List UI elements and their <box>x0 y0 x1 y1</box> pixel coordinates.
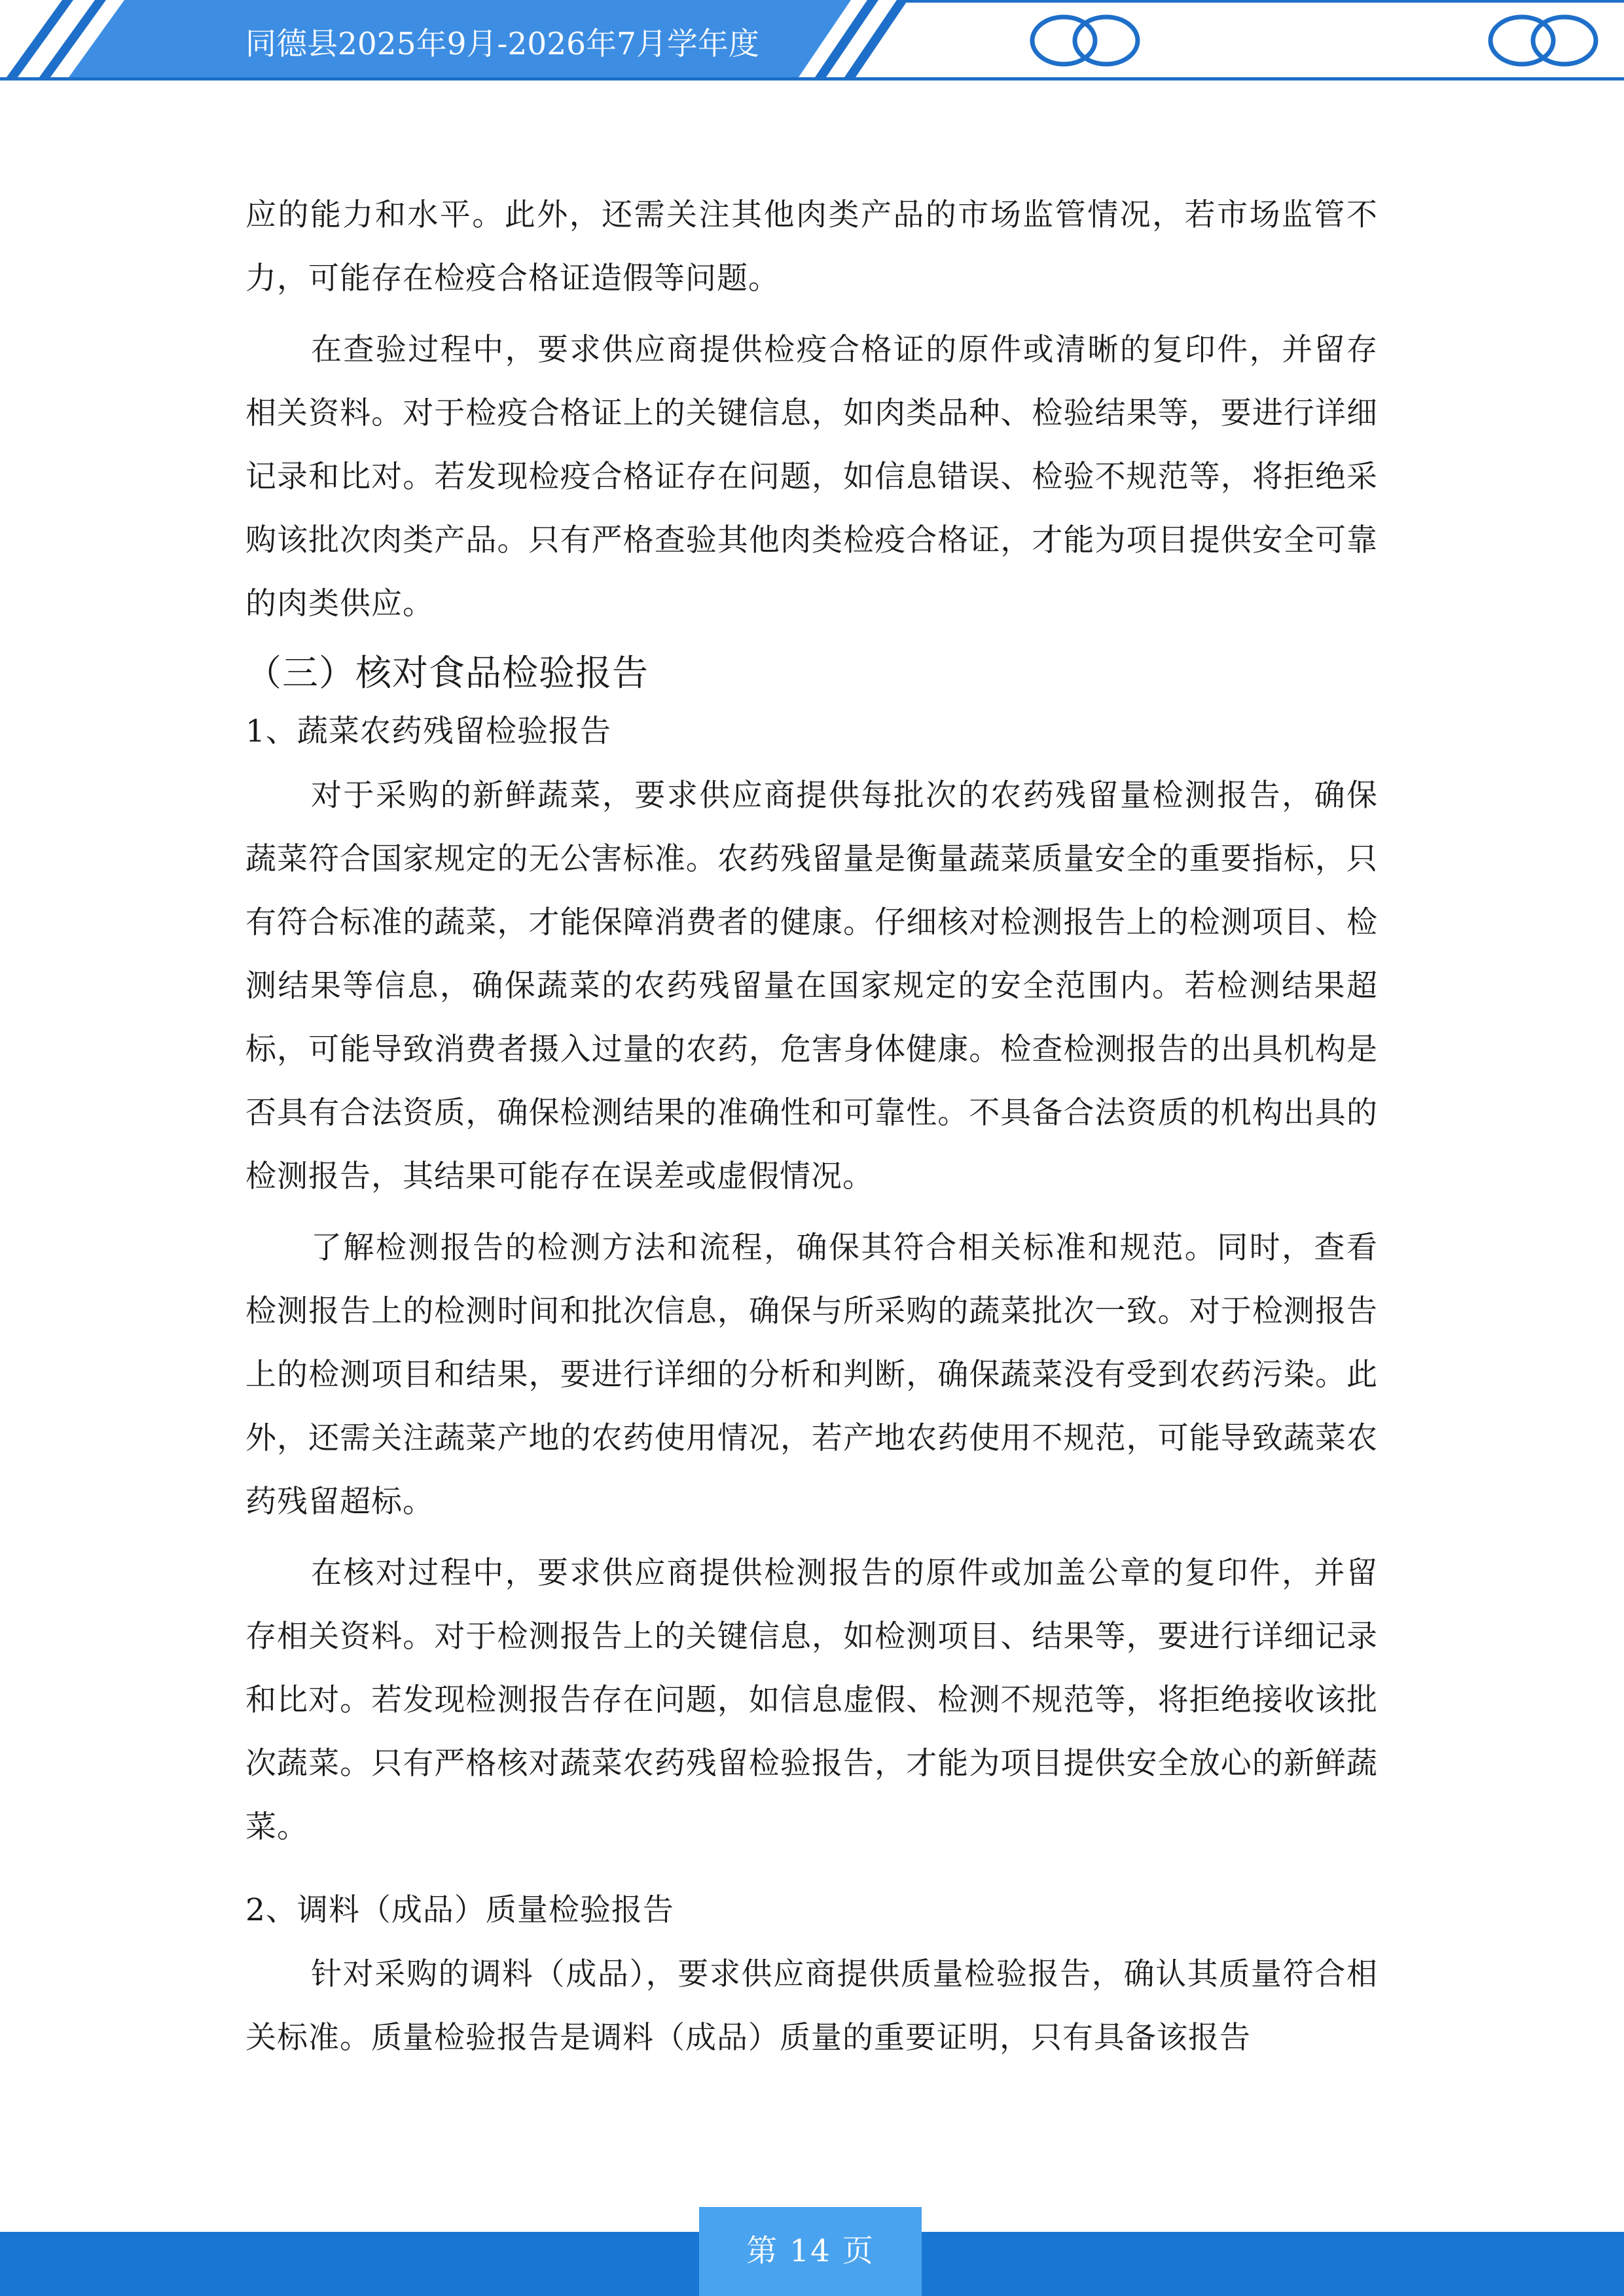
body-paragraph: 了解检测报告的检测方法和流程，确保其符合相关标准和规范。同时，查看检测报告上的检测时间和批次信息，确保与所采购的蔬菜批次一致。对于检测报告上的检测项目和结果，要进行详细的分析和判断，确保蔬菜没有受到农药污染。此外，还需关注蔬菜产地的农药使用情况，若产地农药使用不规范，可能导致蔬菜农药残留超标。 <box>245 1230 1378 1520</box>
document-body <box>245 183 1378 2077</box>
header-stripe-accent <box>7 0 73 77</box>
header-title: 同德县2025年9月-2026年7月学年度 <box>245 26 759 62</box>
double-ring-icon <box>1032 17 1138 64</box>
section-heading: （三）核对食品检验报告 <box>245 652 649 694</box>
header-baseline <box>0 77 1624 81</box>
double-ring-icon <box>1490 17 1596 64</box>
body-paragraph: 应的能力和水平。此外，还需关注其他肉类产品的市场监管情况，若市场监管不力，可能存在检疫合格证造假等问题。 <box>245 197 1378 296</box>
page-number: 第 14 页 <box>699 2207 922 2296</box>
sub-heading: 2、调料（成品）质量检验报告 <box>245 1892 674 1928</box>
header-top-line <box>903 0 1624 3</box>
page-header <box>0 0 1624 85</box>
body-paragraph: 在核对过程中，要求供应商提供检测报告的原件或加盖公章的复印件，并留存相关资料。对于检测报告上的关键信息，如检测项目、结果等，要进行详细记录和比对。若发现检测报告存在问题，如信息虚假、检测不规范等，将拒绝接收该批次蔬菜。只有严格核对蔬菜农药残留检验报告，才能为项目提供安全放心的新鲜蔬菜。 <box>245 1555 1378 1845</box>
body-paragraph: 对于采购的新鲜蔬菜，要求供应商提供每批次的农药残留量检测报告，确保蔬菜符合国家规定的无公害标准。农药残留量是衡量蔬菜质量安全的重要指标，只有符合标准的蔬菜，才能保障消费者的健康。仔细核对检测报告上的检测项目、检测结果等信息，确保蔬菜的农药残留量在国家规定的安全范围内。若检测结果超标，可能导致消费者摄入过量的农药，危害身体健康。检查检测报告的出具机构是否具有合法资质，确保检测结果的准确性和可靠性。不具备合法资质的机构出具的检测报告，其结果可能存在误差或虚假情况。 <box>245 778 1378 1194</box>
sub-heading: 1、蔬菜农药残留检验报告 <box>245 713 611 749</box>
body-paragraph: 在查验过程中，要求供应商提供检疫合格证的原件或清晰的复印件，并留存相关资料。对于检疫合格证上的关键信息，如肉类品种、检验结果等，要进行详细记录和比对。若发现检疫合格证存在问题，如信息错误、检验不规范等，将拒绝采购该批次肉类产品。只有严格查验其他肉类检疫合格证，才能为项目提供安全可靠的肉类供应。 <box>245 332 1378 622</box>
body-paragraph: 针对采购的调料（成品），要求供应商提供质量检验报告，确认其质量符合相关标准。质量检验报告是调料（成品）质量的重要证明，只有具备该报告 <box>245 1956 1378 2056</box>
